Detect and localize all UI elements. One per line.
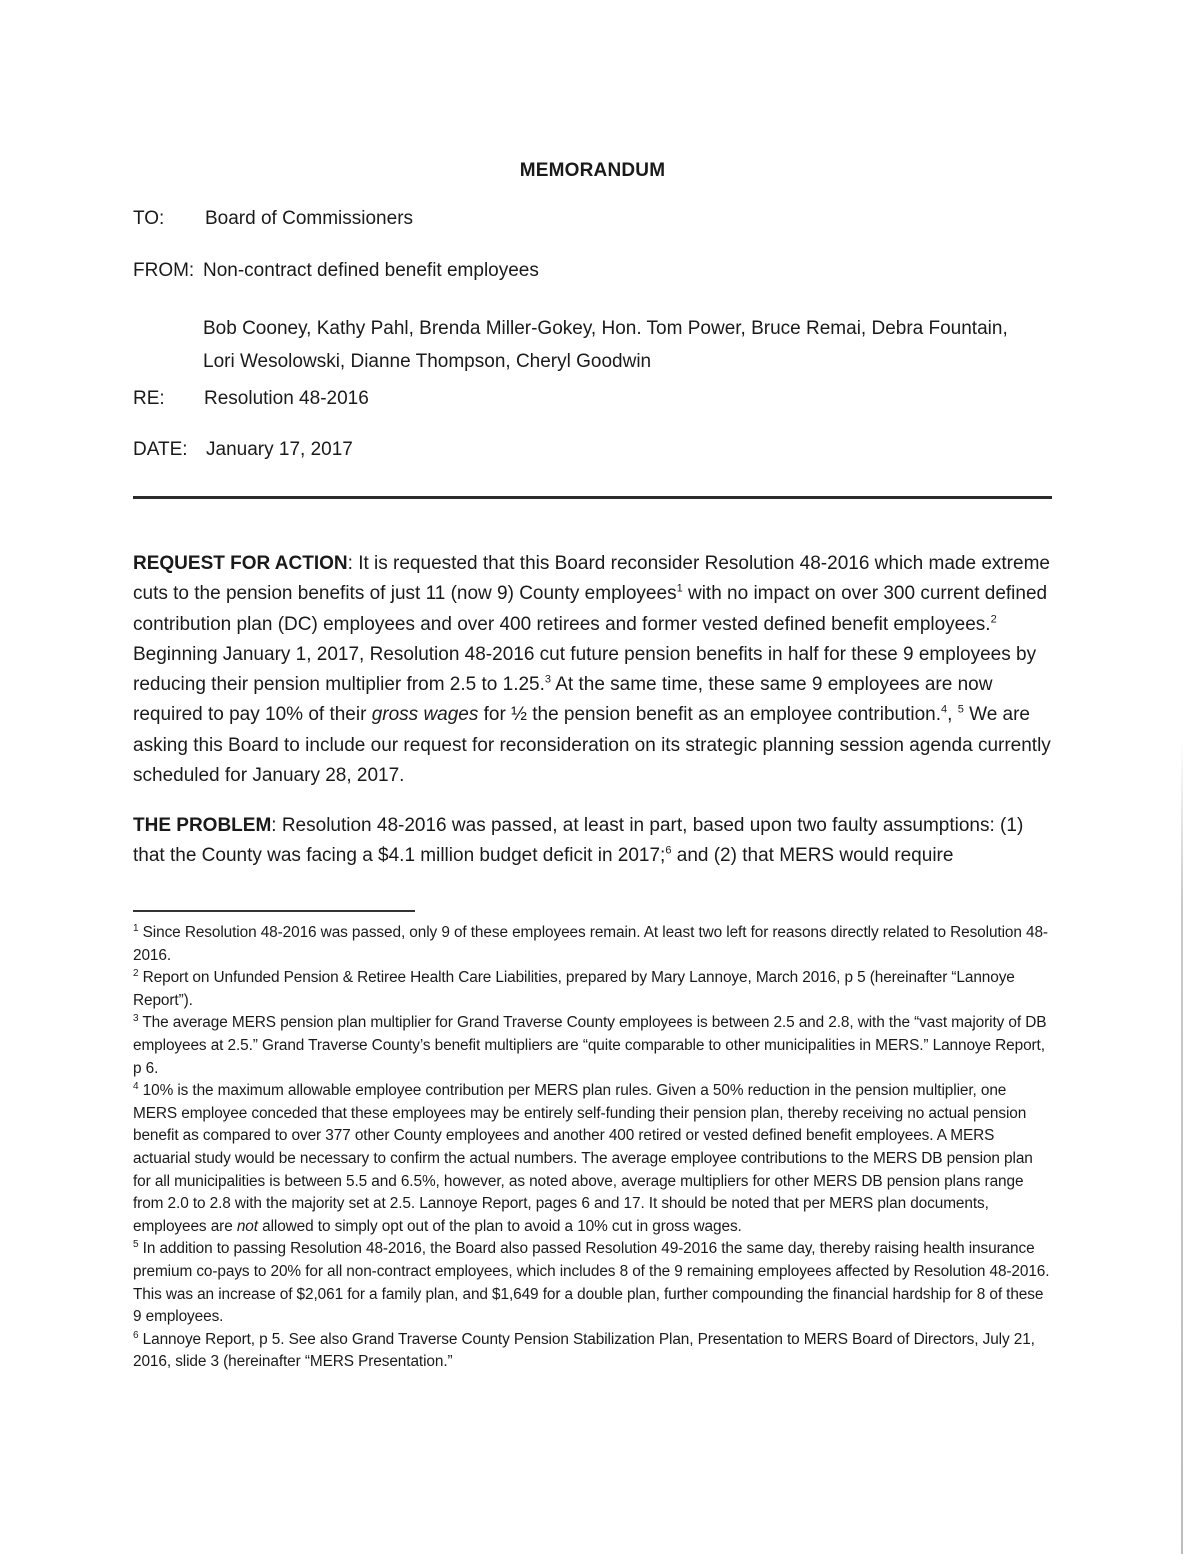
problem-heading: THE PROBLEM [133,815,272,836]
scan-edge-shadow [1181,740,1183,1554]
request-text-4: At the same time, these same 9 employees are now required to pay 10% of their [133,674,993,726]
footnote-6-mark: 6 [133,1329,139,1341]
request-text-7: We are asking this Board to include our request for reconsideration on its strategic planning session agenda currently scheduled for January 28, 2017. [133,704,1051,787]
footnote-4 [133,1080,1053,1238]
names-line-1: Bob Cooney, Kathy Pahl, Brenda Miller-Gokey, Hon. Tom Power, Bruce Remai, Debra Fountain, [203,318,1008,339]
date-label: DATE: [133,439,188,460]
footnote-5-mark: 5 [133,1239,139,1251]
footnote-ref-1: 1 [676,582,683,595]
footnote-ref-2: 2 [990,613,997,626]
footnote-2-mark: 2 [133,968,139,980]
date-value: January 17, 2017 [206,439,353,460]
footnote-ref-6: 6 [665,844,672,857]
re-value: Resolution 48-2016 [204,388,369,409]
re-label: RE: [133,388,165,409]
request-text-6: , [947,704,958,726]
footnote-ref-5: 5 [957,704,964,717]
footnote-4-mark: 4 [133,1081,139,1093]
request-text-2: with no impact on over 300 current defined contribution plan (DC) employees and over 400 retirees and former vested defined benefit employees. [133,583,1048,635]
footnote-6-text: Lannoye Report, p 5. See also Grand Traverse County Pension Stabilization Plan, Presentation to MERS Board of Directors, July 21, 2016, slide 3 (hereinafter “MERS Presentation.” [133,1330,1035,1371]
to-label: TO: [133,208,165,229]
from-value: Non-contract defined benefit employees [203,260,539,281]
footnote-3 [133,1012,1053,1080]
footnote-1-mark: 1 [133,922,139,934]
footnote-1 [133,922,1053,967]
signatory-names [203,312,1063,378]
footnote-ref-4: 4 [941,704,948,717]
footnote-5-text: In addition to passing Resolution 48-2016, the Board also passed Resolution 49-2016 the same day, thereby raising health insurance premium co-pays to 20% for all non-contract employees, which includes 8 of the 9 remaining employees affected by Resolution 48-2016. This was an increase of $2,061 for a family plan, and $1,649 for a double plan, further compounding the financial hardship for 8 of these 9 employees. [133,1240,1050,1326]
request-for-action-paragraph [133,549,1058,791]
footnote-1-text: Since Resolution 48-2016 was passed, only 9 of these employees remain. At least two left for reasons directly related to Resolution 48-2016. [133,924,1048,964]
footnote-separator [133,910,415,912]
footnote-ref-3: 3 [544,673,552,686]
problem-text-1: : Resolution 48-2016 was passed, at least in part, based upon two faulty assumptions: (1) that the County was facing a $4.1 million budget deficit in 2017; [133,815,1024,867]
footnote-2 [133,967,1053,1012]
to-value: Board of Commissioners [205,208,414,229]
request-text-3: Beginning January 1, 2017, Resolution 48-2016 cut future pension benefits in half for these 9 employees by reducing their pension multiplier from 2.5 to 1.25. [133,643,1037,696]
footnote-2-text: Report on Unfunded Pension & Retiree Health Care Liabilities, prepared by Mary Lannoye, March 2016, p 5 (hereinafter “Lannoye Report”). [133,969,1015,1009]
footnote-4-text-b: allowed to simply opt out of the plan to avoid a 10% cut in gross wages. [257,1217,742,1235]
footnote-3-text: The average MERS pension plan multiplier for Grand Traverse County employees is between 2.5 and 2.8, with the “vast majority of DB employees at 2.5.” Grand Traverse County’s benefit multipliers are “quite comparable to other municipalities in MERS.” Lannoye Report, p 6. [133,1014,1047,1077]
the-problem-paragraph [133,811,1058,872]
from-label: FROM: [133,260,195,281]
names-line-2: Lori Wesolowski, Dianne Thompson, Cheryl Goodwin [203,351,652,372]
footnote-3-mark: 3 [133,1013,139,1025]
footnotes-block [133,922,1053,1374]
header-divider [133,496,1052,499]
problem-text-2: and (2) that MERS would require [671,845,954,867]
footnote-6 [133,1329,1053,1374]
footnote-5 [133,1238,1053,1328]
memo-title: MEMORANDUM [519,160,666,181]
footnote-4-text-a: 10% is the maximum allowable employee contribution per MERS plan rules. Given a 50% reduction in the pension multiplier, one MERS employee conceded that these employees may be entirely self-funding their pension plan, thereby receiving no actual pension benefit as compared to over 377 other County employees and another 400 retired or vested defined benefit employees. A MERS actuarial study would be necessary to confirm the actual numbers. The average employee contributions to the MERS DB pension plan for all municipalities is between 5.5 and 6.5%, however, as noted above, average multipliers for other MERS DB pension plans range from 2.0 to 2.8 with the majority set at 2.5. Lannoye Report, pages 6 and 17. It should be noted that per MERS plan documents, employees are [133,1082,1033,1235]
request-text-5: for ½ the pension benefit as an employee contribution. [478,704,942,726]
request-italic-gross-wages: gross wages [371,704,479,726]
request-heading: REQUEST FOR ACTION [133,553,348,574]
footnote-4-italic-not: not [236,1217,258,1235]
request-text-1: : It is requested that this Board reconsider Resolution 48-2016 which made extreme cuts to the pension benefits of just 11 (now 9) County employees [133,553,1050,605]
